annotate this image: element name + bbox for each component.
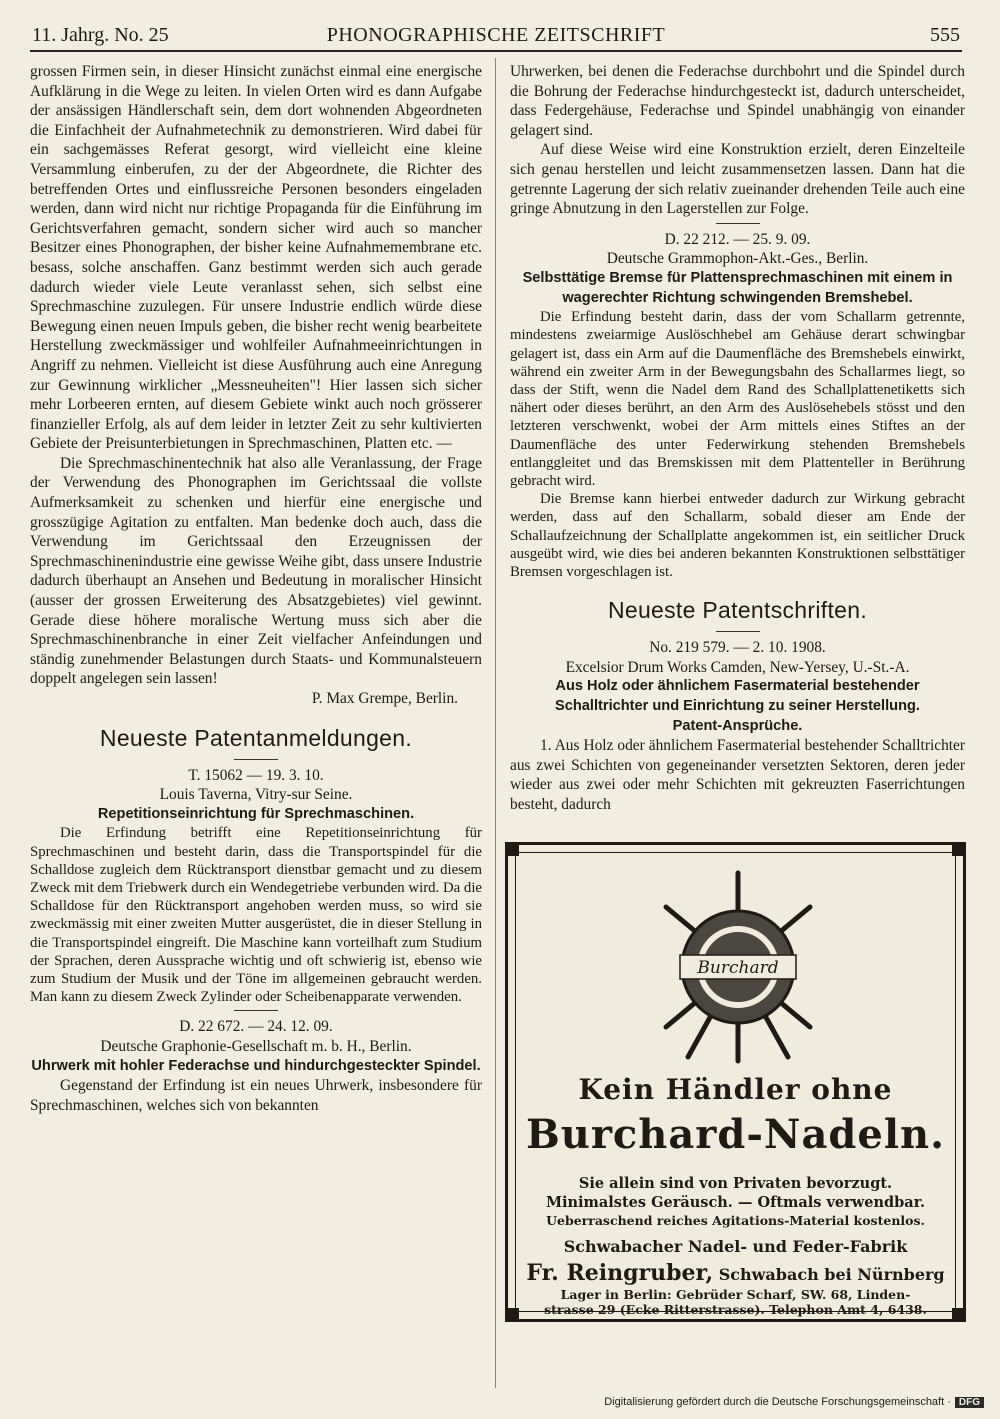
journal-title: PHONOGRAPHISCHE ZEITSCHRIFT [326,24,666,46]
page-number: 555 [930,24,960,46]
patent-text: Uhrwerken, bei denen die Federachse durchbohrt und die Spindel durch die Bohrung der Federachse hindurchgesteckt ist, dadurch unterscheidet, dass Federgehäuse, Federachse und Spindel unabhängig von einander gelagert sind. [510,63,965,139]
patent-applicant: Louis Taverna, Vitry-sur Seine. [159,786,353,804]
dfg-logo: DFG [955,1397,984,1408]
author-name: P. Max Grempe, Berlin. [311,690,458,707]
patent-text: Die Erfindung betrifft eine Repetitionseinrichtung für Sprechmaschinen und besteht darin, dass die Transportspindel für die Schalldose zugleich dem Rücktransport dienstbar gemacht und zu diesem Zweck mit dem Triebwerk durch ein Wendegetriebe verbunden wird. Da die Schalldose für den Rücktransport angehoben werden muss, so wird sie zweckmässig mit einer zweiten Mutter ausgerüstet, die in dieser Stellung in die Transportspindel eingreift. Die Maschine kann vorteilhaft zum Studium der Sprachen, deren Aussprache wichtig und oft schwierig ist, ebenso wie zum Studium der Musik und der Töne im allgemeinen gebraucht werden. Man kann zu diesem Zweck Zylinder oder Scheibenapparate verwenden. [30,825,482,1006]
ad-corner [505,842,519,856]
patent-claim: 1. Aus Holz oder ähnlichem Fasermaterial bestehender Schalltrichter aus zwei Schichten von gegeneinander versetzten Sektoren, deren jeder wieder aus zwei oder mehr Schichten mit gekreuzten Faserrichtungen besteht, dadurch [510,737,965,813]
patent-id: T. 15062 — 19. 3. 10. [188,766,324,784]
divider [716,223,760,224]
ad-manufacturer [508,1260,963,1286]
article-paragraph: grossen Firmen sein, in dieser Hinsicht zunächst einmal eine energische Aufklärung in die Wege zu leiten. In vielen Orten wird es dann Aufgabe der ansässigen Händlerschaft sein, dem dort wohnenden Abgeordneten die Einfachheit der Aufnahmetechnik zu demonstrieren. Wird dabei für ein sachgemässes Referat gesorgt, wird vielleicht eine kleine Versammlung einberufen, zu der der Abgeordnete, die Richter des betreffenden Ortes und einflussreiche Personen besonders eingeladen werden, dann wird nicht nur richtige Propaganda für die Einführung im Gerichtsverfahren gemacht, sondern sicher wird auch so mancher Besitzer eines Phonographen, der bisher keine Aufnahmemembrane etc. besass, solche anschaffen. Ganz bestimmt werden sich auch gerade dadurch wieder viele Leute veranlasst sehen, sich selbst eine Sprechmaschine zuzulegen. Für unsere Industrie endlich würde diese Bewegung einen neuen Impuls geben, die bisher recht wenig bearbeitete Herstellung zweckmässiger und wohlfeiler Aufnahmeeinrichtungen in Angriff zu nehmen. Vielleicht ist diese Ausführung auch eine Anregung zur Gewinnung wirklicher „Messneuheiten"! Hier lassen sich sicher mehr Lorbeeren ernten, auf diesem Gebiete winkt auch noch grösserer finanzieller Erfolg, als auf dem leider in letzter Zeit zu sehr kultivierten Gebiete der Preisunterbietungen in Sprechmaschinen, Platten etc. — [30,63,482,453]
needle-wheel-emblem [658,867,818,1067]
ad-corner [952,842,966,856]
divider [716,631,760,632]
section-title-patentanmeldungen: Neueste Patentanmeldungen. [99,724,413,751]
right-column [510,62,965,815]
manufacturer-place: Schwabach bei Nürnberg [718,1265,945,1284]
volume-issue: 11. Jahrg. No. 25 [32,24,169,46]
patent-text: Auf diese Weise wird eine Konstruktion erzielt, deren Einzelteile sich genau herstellen und leicht zusammensetzen lassen. Dann hat die getrennte Lagerung der sich relativ zueinander drehenden Teile auch eine gringe Abnutzung in den Lagerstellen zur Folge. [510,141,965,218]
patent-id: D. 22 212. — 25. 9. 09. [664,230,811,248]
address-line: Lager in Berlin: Gebrüder Scharf, SW. 68, Linden- [560,1287,911,1302]
patent-text: Gegenstand der Erfindung ist ein neues Uhrwerk, insbesondere für Sprechmaschinen, welches sich von bekannten [30,1077,482,1114]
column-divider [495,58,496,1388]
manufacturer-name: Fr. Reingruber, [526,1260,714,1286]
patent-title: Aus Holz oder ähnlichem Fasermaterial bestehender Schalltrichter und Einrichtung zu seiner Herstellung. [555,678,920,714]
advertisement-burchard [505,842,966,1322]
ad-address [508,1287,963,1317]
patent-text: Die Bremse kann hierbei entweder dadurch zur Wirkung gebracht werden, dass auf den Schallarm, sobald dieser am Ende der Schallaufzeichnung der Schallplatte angekommen ist, ein seitlicher Druck ausgeübt wird, wie dies bei anderen bekannten Konstruktionen selbsttätiger Bremsen vorgeschlagen ist. [510,491,965,580]
ad-company: Schwabacher Nadel- und Feder-Fabrik [563,1237,908,1256]
patent-applicant: Excelsior Drum Works Camden, New-Yersey, U.-St.-A. [565,658,910,676]
ad-headline: Kein Händler ohne [578,1073,893,1106]
emblem-text: Burchard [697,958,779,978]
patent-applicant: Deutsche Graphonie-Gesellschaft m. b. H., Berlin. [100,1038,412,1055]
patent-title: Uhrwerk mit hohler Federachse und hindurchgesteckter Spindel. [31,1057,481,1074]
article-signature [30,689,482,709]
ad-claim: Sie allein sind von Privaten bevorzugt. [578,1175,893,1192]
ad-note: Ueberraschend reiches Agitations-Material kostenlos. [546,1213,925,1228]
patent-id: D. 22 672. — 24. 12. 09. [179,1018,333,1036]
running-header [30,22,962,52]
ad-claim: Minimalstes Geräusch. — Oftmals verwendbar. [545,1194,926,1211]
section-title-patentschriften: Neueste Patentschriften. [607,597,868,624]
address-line: strasse 29 (Ecke Ritterstrasse). Telephon Amt 4, 6438. [544,1302,927,1317]
divider [234,1010,278,1011]
left-column [30,62,482,1115]
digitization-footer [604,1396,984,1408]
patent-title: Selbsttätige Bremse für Plattensprechmaschinen mit einem in wagerechter Richtung schwingenden Bremshebel. [522,269,953,306]
patent-id: No. 219 579. — 2. 10. 1908. [649,639,826,657]
patent-applicant: Deutsche Grammophon-Akt.-Ges., Berlin. [606,250,869,268]
footer-text: Digitalisierung gefördert durch die Deutsche Forschungsgemeinschaft · [604,1396,951,1408]
patent-text: Die Erfindung besteht darin, dass der vom Schallarm getrennte, mindestens zweiarmige Auslöschhebel am Gehäuse derart schwingbar gelagert ist, dass ein Arm auf die Daumenfläche des Bremshebels einwirkt, während ein zweiter Arm in der Bewegungsbahn des Schallarmes liegt, so dass der Stift, wenn die Nadel dem Rand des Schallplattenetiketts sich nähert oder dieses berührt, an den Arm des Auslösehebels stösst und den letzteren verschwenkt, wobei der Arm mittels eines Stiftes an der Daumenfläche des unter Federwirkung stehenden Bremshebels entlanggleitet und das Bremskissen mit dem Plattenteller in Berührung gebracht wird. [510,309,965,489]
claims-heading: Patent-Ansprüche. [672,717,803,734]
article-paragraph: Die Sprechmaschinentechnik hat also alle Veranlassung, der Frage der Verwendung des Phonographen im Gerichtssaal die vollste Aufmerksamkeit zu schenken und hierfür eine energische und grosszügige Agitation zu entfalten. Man bedenke doch auch, dass die Verwendung im Gerichtssaal den Erzeugnissen der Sprechmaschinenindustrie eine gewisse Weihe gibt, dass unsere Industrie dadurch überhaupt an Ansehen und Bedeutung in moralischer Hinsicht (ausser der grossen Erweiterung des Absatzgebietes) viel gewinnt. Gerade diese höhere moralische Wertung muss sich aber die Sprechmaschinenbranche in einer Zeit vielfacher Anfeindungen und ständig zunehmender Belastungen durch Staats- und Kommunalsteuern doppelt angelegen sein lassen! [30,454,482,688]
patent-title: Repetitionseinrichtung für Sprechmaschinen. [97,805,415,822]
ad-brand: Burchard-Nadeln. [525,1111,946,1158]
divider [234,759,278,760]
